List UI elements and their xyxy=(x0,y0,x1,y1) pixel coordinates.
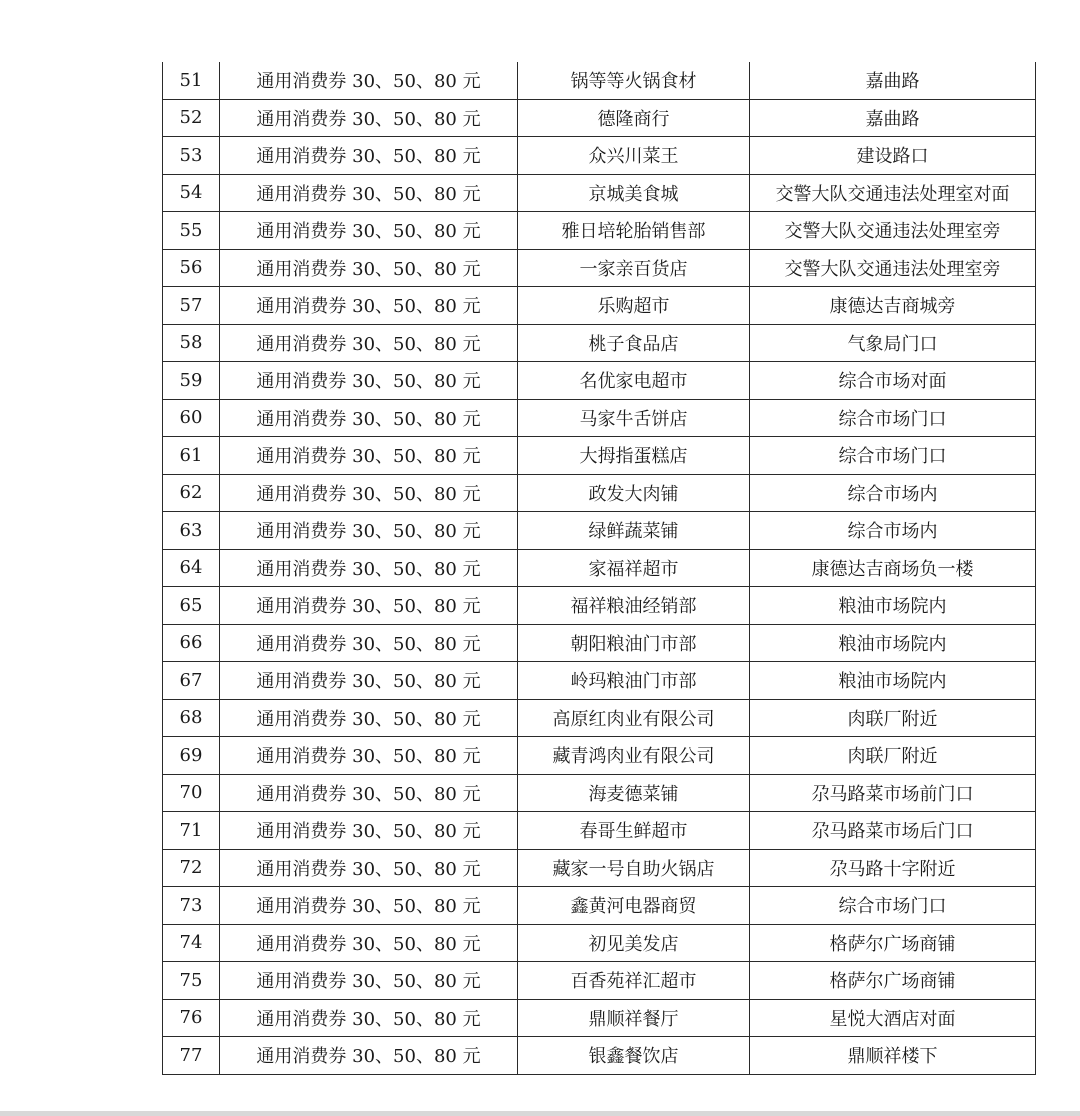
merchant-location-cell: 粮油市场院内 xyxy=(750,662,1036,700)
voucher-type-cell: 通用消费券 30、50、80 元 xyxy=(220,1037,518,1075)
voucher-type-cell: 通用消费券 30、50、80 元 xyxy=(220,474,518,512)
merchant-name-cell: 桃子食品店 xyxy=(518,324,750,362)
voucher-type-cell: 通用消费券 30、50、80 元 xyxy=(220,99,518,137)
row-number-cell: 53 xyxy=(163,137,220,175)
table-row xyxy=(163,587,1036,625)
merchant-name-cell: 春哥生鲜超市 xyxy=(518,812,750,850)
merchant-name-cell: 家福祥超市 xyxy=(518,549,750,587)
merchant-location-cell: 星悦大酒店对面 xyxy=(750,999,1036,1037)
merchant-name-cell: 一家亲百货店 xyxy=(518,249,750,287)
table-row xyxy=(163,699,1036,737)
table-row xyxy=(163,174,1036,212)
merchant-location-cell: 康德达吉商城旁 xyxy=(750,287,1036,325)
table-row xyxy=(163,962,1036,1000)
row-number-cell: 75 xyxy=(163,962,220,1000)
voucher-type-cell: 通用消费券 30、50、80 元 xyxy=(220,774,518,812)
voucher-type-cell: 通用消费券 30、50、80 元 xyxy=(220,887,518,925)
voucher-type-cell: 通用消费券 30、50、80 元 xyxy=(220,212,518,250)
merchant-location-cell: 尕马路十字附近 xyxy=(750,849,1036,887)
voucher-type-cell: 通用消费券 30、50、80 元 xyxy=(220,512,518,550)
row-number-cell: 76 xyxy=(163,999,220,1037)
voucher-type-cell: 通用消费券 30、50、80 元 xyxy=(220,962,518,1000)
merchant-location-cell: 粮油市场院内 xyxy=(750,624,1036,662)
table-row xyxy=(163,474,1036,512)
row-number-cell: 74 xyxy=(163,924,220,962)
table-row xyxy=(163,62,1036,99)
row-number-cell: 51 xyxy=(163,62,220,99)
voucher-type-cell: 通用消费券 30、50、80 元 xyxy=(220,362,518,400)
table-row xyxy=(163,774,1036,812)
voucher-type-cell: 通用消费券 30、50、80 元 xyxy=(220,924,518,962)
table-row xyxy=(163,624,1036,662)
merchant-name-cell: 初见美发店 xyxy=(518,924,750,962)
merchant-location-cell: 肉联厂附近 xyxy=(750,737,1036,775)
table-row xyxy=(163,212,1036,250)
voucher-type-cell: 通用消费券 30、50、80 元 xyxy=(220,62,518,99)
merchant-location-cell: 交警大队交通违法处理室对面 xyxy=(750,174,1036,212)
merchant-name-cell: 鼎顺祥餐厅 xyxy=(518,999,750,1037)
voucher-type-cell: 通用消费券 30、50、80 元 xyxy=(220,812,518,850)
merchant-name-cell: 海麦德菜铺 xyxy=(518,774,750,812)
row-number-cell: 67 xyxy=(163,662,220,700)
row-number-cell: 66 xyxy=(163,624,220,662)
table-row xyxy=(163,249,1036,287)
merchant-name-cell: 藏青鸿肉业有限公司 xyxy=(518,737,750,775)
merchant-name-cell: 鑫黄河电器商贸 xyxy=(518,887,750,925)
merchant-name-cell: 众兴川菜王 xyxy=(518,137,750,175)
row-number-cell: 71 xyxy=(163,812,220,850)
table-row xyxy=(163,512,1036,550)
merchant-name-cell: 政发大肉铺 xyxy=(518,474,750,512)
voucher-type-cell: 通用消费券 30、50、80 元 xyxy=(220,662,518,700)
table-row xyxy=(163,362,1036,400)
table-row xyxy=(163,137,1036,175)
voucher-type-cell: 通用消费券 30、50、80 元 xyxy=(220,249,518,287)
table-row xyxy=(163,287,1036,325)
row-number-cell: 52 xyxy=(163,99,220,137)
merchant-name-cell: 马家牛舌饼店 xyxy=(518,399,750,437)
merchant-name-cell: 银鑫餐饮店 xyxy=(518,1037,750,1075)
merchant-location-cell: 格萨尔广场商铺 xyxy=(750,924,1036,962)
merchant-location-cell: 综合市场门口 xyxy=(750,437,1036,475)
merchant-name-cell: 绿鲜蔬菜铺 xyxy=(518,512,750,550)
merchant-location-cell: 综合市场内 xyxy=(750,474,1036,512)
voucher-type-cell: 通用消费券 30、50、80 元 xyxy=(220,624,518,662)
voucher-type-cell: 通用消费券 30、50、80 元 xyxy=(220,399,518,437)
merchant-location-cell: 粮油市场院内 xyxy=(750,587,1036,625)
merchant-name-cell: 高原红肉业有限公司 xyxy=(518,699,750,737)
voucher-type-cell: 通用消费券 30、50、80 元 xyxy=(220,287,518,325)
voucher-type-cell: 通用消费券 30、50、80 元 xyxy=(220,587,518,625)
row-number-cell: 61 xyxy=(163,437,220,475)
row-number-cell: 62 xyxy=(163,474,220,512)
row-number-cell: 59 xyxy=(163,362,220,400)
merchant-name-cell: 百香苑祥汇超市 xyxy=(518,962,750,1000)
table-row xyxy=(163,662,1036,700)
voucher-type-cell: 通用消费券 30、50、80 元 xyxy=(220,174,518,212)
row-number-cell: 77 xyxy=(163,1037,220,1075)
row-number-cell: 65 xyxy=(163,587,220,625)
merchant-name-cell: 藏家一号自助火锅店 xyxy=(518,849,750,887)
row-number-cell: 73 xyxy=(163,887,220,925)
merchant-location-cell: 格萨尔广场商铺 xyxy=(750,962,1036,1000)
table-row xyxy=(163,1037,1036,1075)
table-row xyxy=(163,99,1036,137)
row-number-cell: 57 xyxy=(163,287,220,325)
merchant-location-cell: 交警大队交通违法处理室旁 xyxy=(750,212,1036,250)
row-number-cell: 56 xyxy=(163,249,220,287)
merchant-location-cell: 建设路口 xyxy=(750,137,1036,175)
merchant-name-cell: 乐购超市 xyxy=(518,287,750,325)
merchant-location-cell: 嘉曲路 xyxy=(750,99,1036,137)
merchant-location-cell: 嘉曲路 xyxy=(750,62,1036,99)
row-number-cell: 63 xyxy=(163,512,220,550)
table-row xyxy=(163,324,1036,362)
voucher-type-cell: 通用消费券 30、50、80 元 xyxy=(220,437,518,475)
row-number-cell: 70 xyxy=(163,774,220,812)
merchant-location-cell: 肉联厂附近 xyxy=(750,699,1036,737)
voucher-type-cell: 通用消费券 30、50、80 元 xyxy=(220,324,518,362)
merchant-location-cell: 气象局门口 xyxy=(750,324,1036,362)
merchant-name-cell: 名优家电超市 xyxy=(518,362,750,400)
merchant-location-cell: 康德达吉商场负一楼 xyxy=(750,549,1036,587)
merchant-name-cell: 锅等等火锅食材 xyxy=(518,62,750,99)
row-number-cell: 60 xyxy=(163,399,220,437)
voucher-type-cell: 通用消费券 30、50、80 元 xyxy=(220,999,518,1037)
page-bottom-edge xyxy=(0,1111,1080,1116)
table-row xyxy=(163,737,1036,775)
row-number-cell: 69 xyxy=(163,737,220,775)
merchant-location-cell: 综合市场内 xyxy=(750,512,1036,550)
row-number-cell: 55 xyxy=(163,212,220,250)
table-row xyxy=(163,812,1036,850)
merchant-location-cell: 尕马路菜市场前门口 xyxy=(750,774,1036,812)
voucher-type-cell: 通用消费券 30、50、80 元 xyxy=(220,549,518,587)
voucher-type-cell: 通用消费券 30、50、80 元 xyxy=(220,137,518,175)
merchant-location-cell: 综合市场对面 xyxy=(750,362,1036,400)
table-row xyxy=(163,399,1036,437)
row-number-cell: 64 xyxy=(163,549,220,587)
row-number-cell: 72 xyxy=(163,849,220,887)
table-row xyxy=(163,999,1036,1037)
voucher-type-cell: 通用消费券 30、50、80 元 xyxy=(220,699,518,737)
merchant-location-cell: 尕马路菜市场后门口 xyxy=(750,812,1036,850)
row-number-cell: 68 xyxy=(163,699,220,737)
row-number-cell: 58 xyxy=(163,324,220,362)
merchant-table xyxy=(162,62,1036,1075)
voucher-type-cell: 通用消费券 30、50、80 元 xyxy=(220,849,518,887)
merchant-name-cell: 雅日培轮胎销售部 xyxy=(518,212,750,250)
table-row xyxy=(163,887,1036,925)
merchant-location-cell: 鼎顺祥楼下 xyxy=(750,1037,1036,1075)
merchant-name-cell: 德隆商行 xyxy=(518,99,750,137)
table-row xyxy=(163,437,1036,475)
merchant-name-cell: 岭玛粮油门市部 xyxy=(518,662,750,700)
voucher-type-cell: 通用消费券 30、50、80 元 xyxy=(220,737,518,775)
merchant-location-cell: 综合市场门口 xyxy=(750,399,1036,437)
merchant-location-cell: 综合市场门口 xyxy=(750,887,1036,925)
merchant-name-cell: 大拇指蛋糕店 xyxy=(518,437,750,475)
merchant-location-cell: 交警大队交通违法处理室旁 xyxy=(750,249,1036,287)
table-body xyxy=(163,62,1036,1074)
row-number-cell: 54 xyxy=(163,174,220,212)
table-row xyxy=(163,549,1036,587)
merchant-name-cell: 京城美食城 xyxy=(518,174,750,212)
merchant-name-cell: 朝阳粮油门市部 xyxy=(518,624,750,662)
merchant-name-cell: 福祥粮油经销部 xyxy=(518,587,750,625)
table-row xyxy=(163,924,1036,962)
table-row xyxy=(163,849,1036,887)
